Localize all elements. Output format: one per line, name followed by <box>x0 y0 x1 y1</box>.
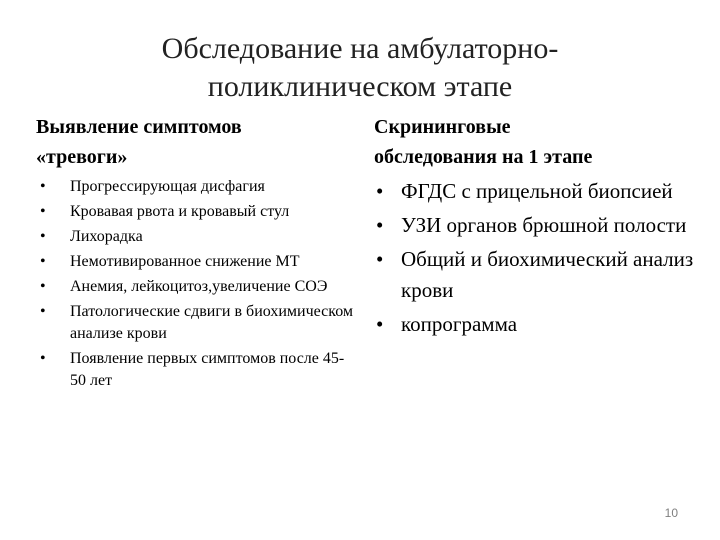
list-item-text: Патологические сдвиги в биохимическом анализе крови <box>70 303 354 342</box>
bullet-icon: • <box>376 312 384 336</box>
page-number: 10 <box>664 506 678 520</box>
list-item <box>374 244 694 306</box>
bullet-icon: • <box>376 179 384 203</box>
bullet-icon: • <box>376 247 384 271</box>
left-heading-line-2: «тревоги» <box>36 146 128 168</box>
bullet-icon: • <box>40 350 46 367</box>
list-item <box>36 276 356 298</box>
list-item <box>374 176 694 207</box>
slide-title-line-1: Обследование на амбулаторно- <box>161 32 559 65</box>
left-heading-line-1: Выявление симптомов <box>36 116 242 138</box>
list-item-text: Немотивированное снижение МТ <box>70 253 300 270</box>
bullet-icon: • <box>40 178 46 195</box>
slide-title <box>60 30 660 106</box>
bullet-icon: • <box>40 303 46 320</box>
right-heading-line-1: Скрининговые <box>374 116 511 138</box>
list-item <box>36 176 356 198</box>
screening-list <box>374 176 694 343</box>
alarm-symptoms-list <box>36 176 356 395</box>
list-item <box>36 348 356 392</box>
bullet-icon: • <box>376 213 384 237</box>
list-item-text: Общий и биохимический анализ крови <box>401 247 694 302</box>
list-item-text: УЗИ органов брюшной полости <box>401 213 687 237</box>
left-column-heading <box>36 112 356 172</box>
list-item <box>374 210 694 241</box>
right-heading-line-2: обследования на 1 этапе <box>374 146 593 168</box>
list-item <box>36 201 356 223</box>
list-item-text: Появление первых симптомов после 45-50 лет <box>70 350 345 389</box>
bullet-icon: • <box>40 253 46 270</box>
right-column-heading <box>374 112 694 172</box>
bullet-icon: • <box>40 278 46 295</box>
list-item-text: копрограмма <box>401 312 518 336</box>
list-item <box>36 301 356 345</box>
slide-title-line-2: поликлиническом этапе <box>207 70 513 103</box>
bullet-icon: • <box>40 203 46 220</box>
list-item-text: Прогрессирующая дисфагия <box>70 178 265 195</box>
list-item-text: Кровавая рвота и кровавый стул <box>70 203 290 220</box>
list-item <box>36 226 356 248</box>
list-item <box>374 309 694 340</box>
list-item-text: Лихорадка <box>70 228 143 245</box>
bullet-icon: • <box>40 228 46 245</box>
list-item-text: Анемия, лейкоцитоз,увеличение СОЭ <box>70 278 328 295</box>
list-item-text: ФГДС с прицельной биопсией <box>401 179 673 203</box>
list-item <box>36 251 356 273</box>
